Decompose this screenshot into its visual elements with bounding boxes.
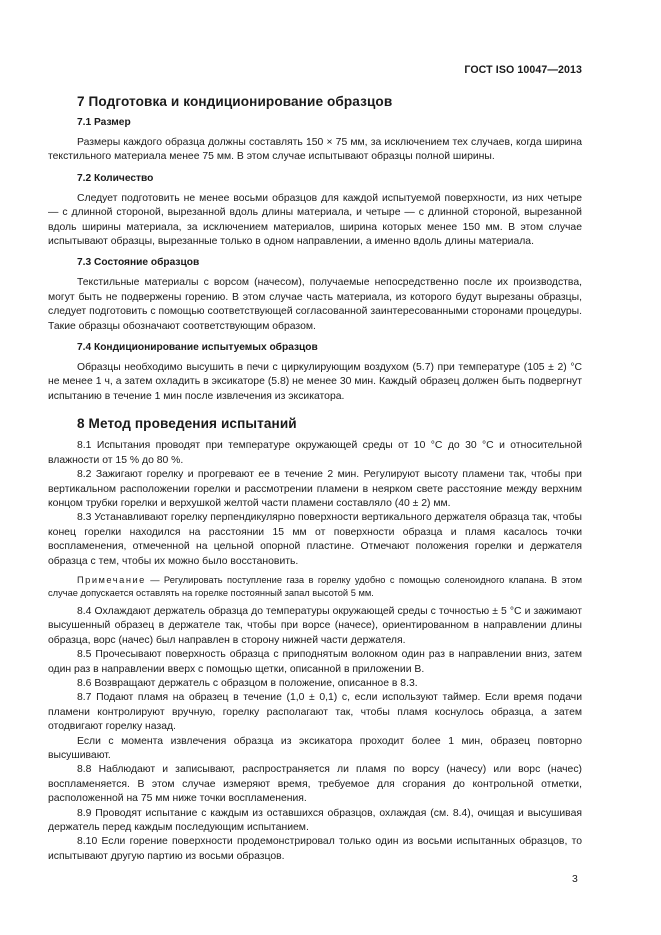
paragraph-7-3: Текстильные материалы с ворсом (начесом), получаемые непосредственно после их производства, могут быть не подвержены горению. В этом случае часть материала, из которого будут вырезаны образцы, следует подготовить с помощью соответствующей согласованной заинтересованными сторонами процедуры. Такие образцы обозначают соответствующим образом. xyxy=(48,277,582,332)
paragraph-8-10: 8.10 Если горение поверхности продемонстрировал только один из восьми испытанных образцов, то испытывают другую партию из восьми образцов. xyxy=(48,836,582,862)
page-content xyxy=(48,90,582,864)
paragraph-7-4: Образцы необходимо высушить в печи с циркулирующим воздухом (5.7) при температуре (105 ± 2) °C не менее 1 ч, а затем охладить в эксикаторе (5.8) не менее 30 мин. Каждый образец должен быть подвергнут испытанию в течение 1 мин после извлечения из эксикатора. xyxy=(48,362,582,402)
section-7-heading: 7 Подготовка и кондиционирование образцов xyxy=(77,94,393,109)
subsection-7-1-heading: 7.1 Размер xyxy=(77,117,131,128)
paragraph-8-8: 8.8 Наблюдают и записывают, распространяется ли пламя по ворсу (начесу) или ворс (начес) воспламеняется. В этом случае измеряют время, требуемое для сгорания до контрольной отметки, расположенной на 75 мм ниже точки воспламенения. xyxy=(48,764,582,805)
paragraph-8-7-continued: Если с момента извлечения образца из эксикатора проходит более 1 мин, образец повторно высушивают. xyxy=(48,735,582,761)
paragraph-7-2: Следует подготовить не менее восьми образцов для каждой испытуемой поверхности, из них четыре — с длинной стороной, вырезанной вдоль длины материала, и четыре — с длинной стороной, вырезанной вдоль ширины материала, за исключением материалов, ширина которых менее 150 мм. В этом случае испытывают образцы, вырезанные только в одном направлении, а именно вдоль длины материала. xyxy=(48,192,582,248)
paragraph-8-3: 8.3 Устанавливают горелку перпендикулярно поверхности вертикального держателя образца так, чтобы конец горелки находился на расстоянии 15 мм от поверхности образца и пламя касалось точки воспламенения, отмеченной на цельной опорной пластине. Отмечают положения горелки и держателя образца с тем, чтобы их можно было восстановить. xyxy=(48,512,582,567)
paragraph-8-9: 8.9 Проводят испытание с каждым из оставшихся образцов, охлаждая (см. 8.4), очищая и высушивая держатель перед каждым последующим испытанием. xyxy=(48,807,582,834)
paragraph-8-6: 8.6 Возвращают держатель с образцом в положение, описанное в 8.3. xyxy=(77,677,418,689)
paragraph-8-5: 8.5 Прочесывают поверхность образца с приподнятым волокном один раз в направлении вниз, затем один раз в направлении вверх с помощью щетки, описанной в приложении В. xyxy=(48,649,582,675)
paragraph-8-4: 8.4 Охлаждают держатель образца до температуры окружающей среды с точностью ± 5 °C и зажимают высушенный образец в держателе так, чтобы при ворсе (начесе), ориентированном в направлении длины образца, ворс (начес) был направлен в сторону нижней части держателя. xyxy=(48,605,582,646)
subsection-7-3-heading: 7.3 Состояние образцов xyxy=(77,257,200,269)
section-8-heading: 8 Метод проведения испытаний xyxy=(77,416,297,432)
note-text: — Регулировать поступление газа в горелку удобно с помощью соленоидного клапана. В этом случае допускается оставлять на горелке постоянный запал высотой 5 мм. xyxy=(48,574,582,598)
subsection-7-4-heading: 7.4 Кондиционирование испытуемых образцов xyxy=(77,342,318,354)
paragraph-8-1: 8.1 Испытания проводят при температуре окружающей среды от 10 °C до 30 °C и относительной влажности от 15 % до 80 %. xyxy=(48,440,582,466)
paragraph-8-7: 8.7 Подают пламя на образец в течение (1,0 ± 0,1) с, если используют таймер. Если время подачи пламени контролируют вручную, горелку располагают так, чтобы пламя коснулось образца, а затем отодвигают горелку назад. xyxy=(48,692,582,733)
document-header: ГОСТ ISO 10047—2013 xyxy=(464,64,582,76)
paragraph-7-1: Размеры каждого образца должны составлять 150 × 75 мм, за исключением тех случаев, когда ширина текстильного материала менее 75 мм. В этом случае испытывают образцы полной ширины. xyxy=(48,137,582,163)
note xyxy=(48,574,582,600)
paragraph-8-2: 8.2 Зажигают горелку и прогревают ее в течение 2 мин. Регулируют высоту пламени так, чтобы при вертикальном расположении горелки и рассмотрении пламени в неярком свете расстояние между верхним концом трубки горелки и верхушкой желтой части пламени составляло (40 ± 2) мм. xyxy=(48,469,582,509)
note-label: Примечание xyxy=(77,574,146,585)
subsection-7-2-heading: 7.2 Количество xyxy=(77,172,154,184)
page-number: 3 xyxy=(572,874,578,885)
